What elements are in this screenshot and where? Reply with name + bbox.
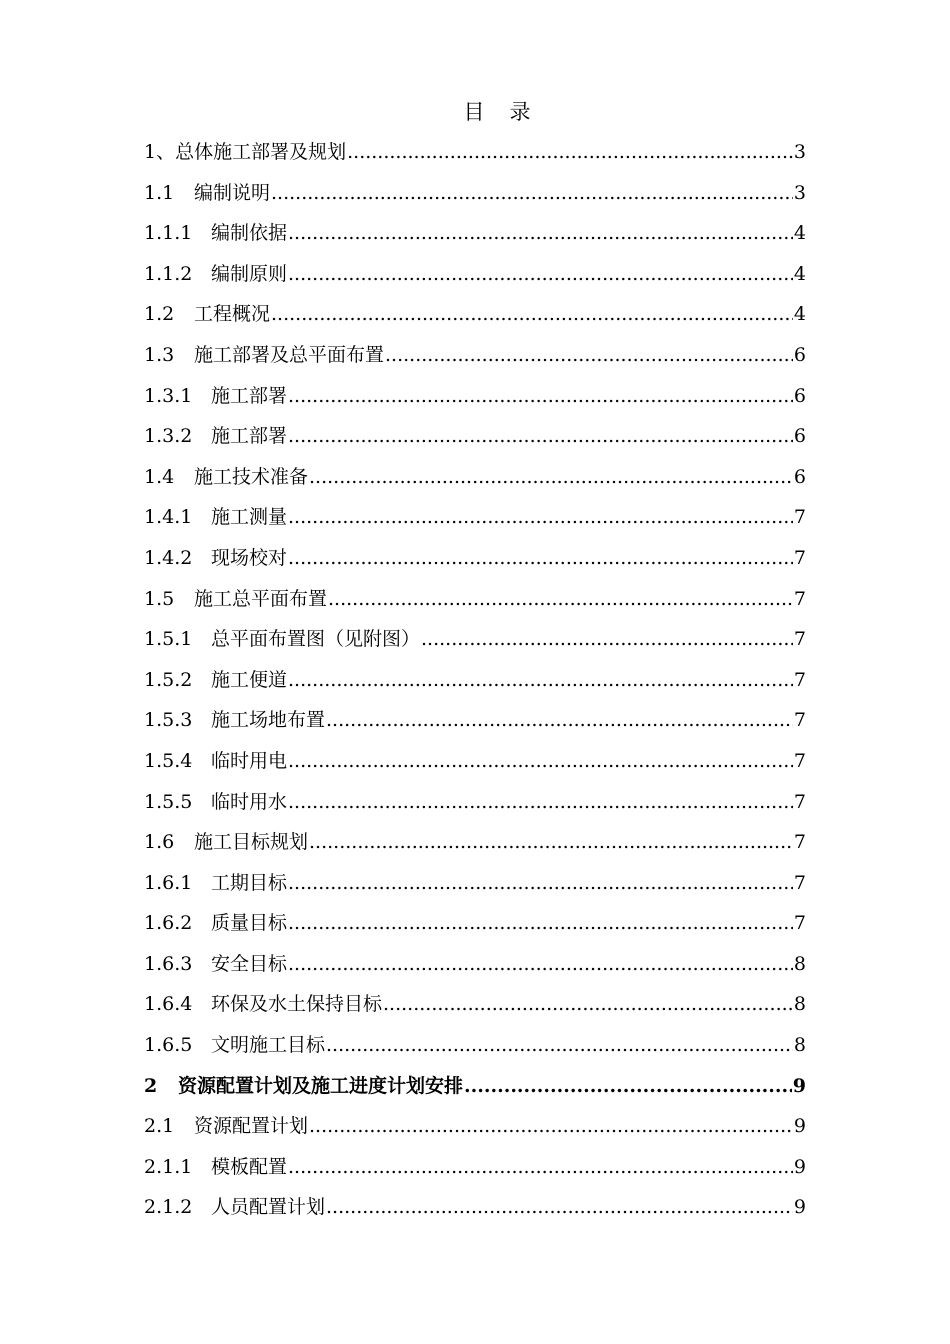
toc-entry[interactable]: [144, 173, 806, 214]
toc-entry[interactable]: [144, 1025, 806, 1066]
toc-dot-leader: [288, 416, 793, 456]
toc-entry[interactable]: [144, 944, 806, 985]
toc-entry[interactable]: [144, 984, 806, 1025]
toc-entry-number: 1.1.1: [144, 222, 193, 245]
toc-dot-leader: [288, 376, 793, 416]
toc-entry-number: 1.3.1: [144, 384, 193, 407]
toc-entry-title: 现场校对: [211, 546, 288, 569]
toc-entry[interactable]: [144, 660, 806, 701]
toc-entry-number: 2.1.2: [144, 1196, 193, 1219]
toc-entry[interactable]: [144, 213, 806, 254]
toc-dot-leader: [347, 132, 793, 172]
toc-entry-page: 3: [793, 181, 806, 204]
toc-entry-page: 9: [793, 1155, 806, 1178]
toc-entry[interactable]: [144, 579, 806, 620]
toc-dot-leader: [309, 457, 793, 497]
toc-entry-number: 1.1: [144, 181, 175, 204]
toc-entry[interactable]: [144, 538, 806, 579]
toc-entry[interactable]: [144, 457, 806, 498]
toc-entry-number: 1.1.2: [144, 262, 193, 285]
toc-entry-number: 1.4.2: [144, 546, 193, 569]
toc-entry-title: 编制原则: [211, 262, 288, 285]
toc-entry-number: 2.1.1: [144, 1155, 193, 1178]
toc-entry-number: 1.4: [144, 465, 175, 488]
toc-entry[interactable]: [144, 1106, 806, 1147]
toc-entry-number: 1.3: [144, 343, 175, 366]
toc-entry-title: 施工目标规划: [194, 831, 309, 854]
toc-entry-page: 7: [793, 628, 806, 651]
toc-dot-leader: [328, 579, 793, 619]
toc-entry-number: 1.6.3: [144, 952, 193, 975]
toc-entry-number: 1.4.1: [144, 506, 193, 529]
toc-entry[interactable]: [144, 619, 806, 660]
toc-entry[interactable]: [144, 782, 806, 823]
toc-entry-title: 总平面布置图（见附图）: [211, 628, 421, 651]
toc-entry-title: 施工部署: [211, 425, 288, 448]
toc-entry-title: 编制说明: [194, 181, 271, 204]
toc-entry[interactable]: [144, 741, 806, 782]
toc-entry-title: 文明施工目标: [211, 1034, 326, 1057]
toc-dot-leader: [288, 660, 793, 700]
toc-entry-number: 1.6.5: [144, 1034, 193, 1057]
toc-entry-page: 7: [793, 749, 806, 772]
toc-dot-leader: [288, 863, 793, 903]
toc-entry-number: 1.5.5: [144, 790, 193, 813]
toc-entry[interactable]: [144, 132, 806, 173]
toc-entry-page: 4: [793, 222, 806, 245]
toc-entry[interactable]: [144, 497, 806, 538]
toc-entry-page: 6: [793, 343, 806, 366]
toc-entry-title: 环保及水土保持目标: [211, 993, 383, 1016]
toc-entry-title: 工期目标: [211, 871, 288, 894]
toc-dot-leader: [288, 903, 793, 943]
toc-entry[interactable]: [144, 1187, 806, 1228]
toc-entry-title: 工程概况: [194, 303, 271, 326]
toc-entry-title: 资源配置计划: [194, 1115, 309, 1138]
toc-dot-leader: [288, 213, 793, 253]
toc-entry[interactable]: [144, 1147, 806, 1188]
toc-entry-page: 7: [793, 790, 806, 813]
toc-dot-leader: [288, 741, 793, 781]
toc-entry-number: 1.5.3: [144, 709, 193, 732]
toc-entry-page: 6: [793, 384, 806, 407]
toc-entry[interactable]: [144, 335, 806, 376]
toc-entry-page: 8: [793, 1034, 806, 1057]
toc-entry-number: 2.1: [144, 1115, 175, 1138]
table-of-contents: [144, 132, 806, 1228]
toc-entry-page: 3: [793, 141, 806, 163]
toc-entry-page: 7: [793, 912, 806, 935]
toc-entry-page: 9: [793, 1115, 806, 1138]
toc-entry-page: 9: [793, 1196, 806, 1219]
toc-entry[interactable]: [144, 903, 806, 944]
toc-entry-page: 7: [793, 506, 806, 529]
toc-entry-number: 1.6: [144, 831, 175, 854]
toc-dot-leader: [383, 984, 793, 1024]
toc-entry-number: 1.5.1: [144, 628, 193, 651]
toc-entry[interactable]: [144, 822, 806, 863]
toc-entry-title: 资源配置计划及施工进度计划安排: [178, 1074, 464, 1097]
toc-entry-title: 施工便道: [211, 668, 288, 691]
toc-entry-page: 7: [793, 709, 806, 732]
toc-entry[interactable]: [144, 1066, 806, 1107]
toc-entry-number: 1.6.1: [144, 871, 193, 894]
toc-entry-number: 1.6.4: [144, 993, 193, 1016]
toc-entry-page: 7: [793, 831, 806, 854]
toc-dot-leader: [326, 700, 793, 740]
toc-entry-title: 施工总平面布置: [194, 587, 328, 610]
toc-entry-number: 2: [144, 1074, 158, 1097]
toc-entry-number: 1.5.4: [144, 749, 193, 772]
toc-dot-leader: [309, 822, 793, 862]
toc-entry-title: 人员配置计划: [211, 1196, 326, 1219]
toc-entry-page: 7: [793, 587, 806, 610]
toc-entry[interactable]: [144, 416, 806, 457]
toc-entry-title: 模板配置: [211, 1155, 288, 1178]
toc-dot-leader: [271, 173, 793, 213]
toc-entry-number: 1.5.2: [144, 668, 193, 691]
toc-entry-title: 施工场地布置: [211, 709, 326, 732]
toc-entry-page: 4: [793, 303, 806, 326]
toc-dot-leader: [288, 254, 793, 294]
toc-dot-leader: [288, 1147, 793, 1187]
toc-entry-number: 1.3.2: [144, 425, 193, 448]
toc-dot-leader: [385, 335, 793, 375]
toc-entry-number: 1.5: [144, 587, 175, 610]
toc-entry-title: 质量目标: [211, 912, 288, 935]
toc-entry-title: 临时用水: [211, 790, 288, 813]
toc-dot-leader: [288, 782, 793, 822]
toc-entry-title: 临时用电: [211, 749, 288, 772]
toc-entry-title: 施工技术准备: [194, 465, 309, 488]
toc-dot-leader: [309, 1106, 793, 1146]
toc-entry-number: 1.2: [144, 303, 175, 326]
toc-entry-page: 6: [793, 425, 806, 448]
toc-entry-title: 编制依据: [211, 222, 288, 245]
toc-entry-page: 8: [793, 952, 806, 975]
toc-entry-page: 6: [793, 465, 806, 488]
toc-entry-page: 7: [793, 871, 806, 894]
toc-dot-leader: [326, 1187, 793, 1227]
toc-entry-page: 7: [793, 668, 806, 691]
toc-entry-page: 8: [793, 993, 806, 1016]
toc-dot-leader: [288, 497, 793, 537]
toc-entry-title: 施工部署及总平面布置: [194, 343, 385, 366]
toc-entry[interactable]: [144, 863, 806, 904]
toc-entry-page: 7: [793, 546, 806, 569]
toc-dot-leader: [271, 294, 793, 334]
toc-entry-title: 施工部署: [211, 384, 288, 407]
toc-entry-title: 施工测量: [211, 506, 288, 529]
toc-entry[interactable]: [144, 254, 806, 295]
toc-dot-leader: [421, 619, 793, 659]
toc-entry[interactable]: [144, 294, 806, 335]
toc-entry-page: 4: [793, 262, 806, 285]
toc-dot-leader: [326, 1025, 793, 1065]
toc-entry-number: 1、: [144, 141, 176, 163]
toc-dot-leader: [464, 1066, 792, 1106]
toc-dot-leader: [288, 538, 793, 578]
toc-dot-leader: [288, 944, 793, 984]
toc-entry-page: 9: [792, 1074, 806, 1097]
toc-entry[interactable]: [144, 376, 806, 417]
page-title: 目 录: [463, 100, 533, 124]
toc-entry-number: 1.6.2: [144, 912, 193, 935]
toc-entry-title: 安全目标: [211, 952, 288, 975]
toc-entry[interactable]: [144, 700, 806, 741]
toc-entry-title: 总体施工部署及规划: [175, 141, 347, 163]
